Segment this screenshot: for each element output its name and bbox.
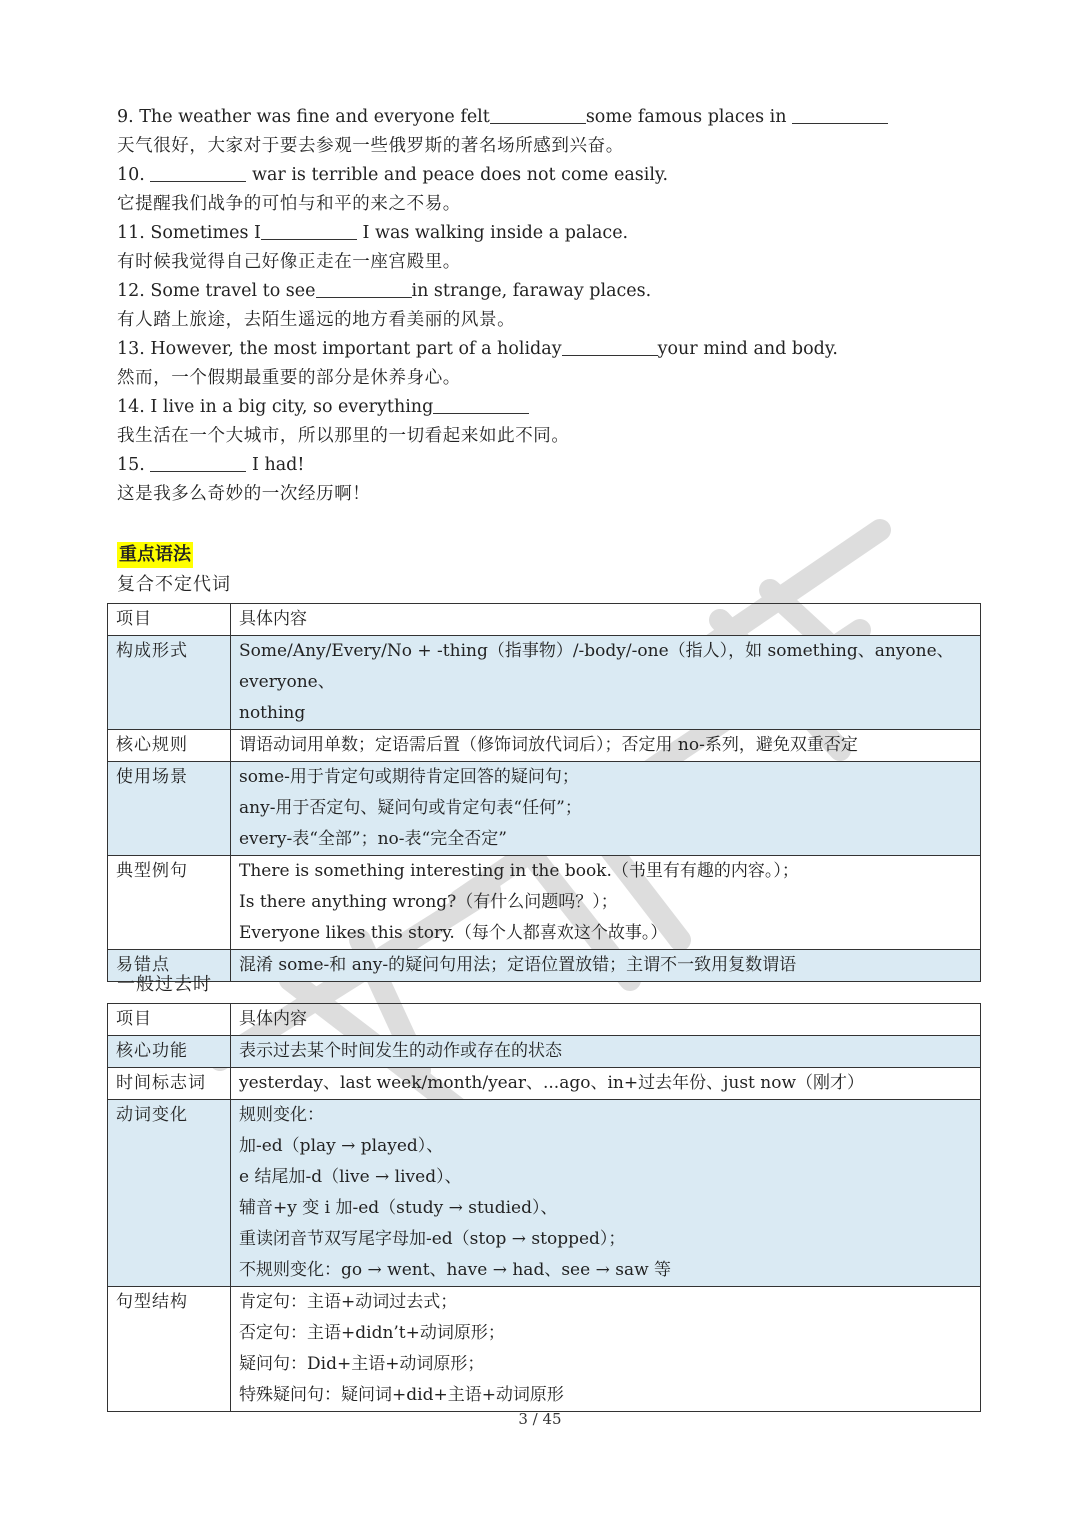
indefinite-pronoun-table [107, 603, 981, 982]
exercise-item: 13. However, the most important part of a holiday your mind and body. 然而，一个假期最重要的部分是休养身心。 [117, 339, 838, 388]
table-row: 典型例句 There is something interesting in the book.（书里有有趣的内容。）； Is there anything wrong?（有什么问题吗？）； Everyone likes this story.（每个人都喜欢这个故事。） [108, 856, 981, 950]
table-header-row: 项目 具体内容 [108, 604, 981, 636]
table-row: 动词变化 规则变化： 加-ed（play → played）、 e 结尾加-d（live → lived）、 辅音+y 变 i 加-ed（study → studied）、 重读闭音节双写尾字母加-ed（stop → stopped）； 不规则变化：go → went、have → had、see → saw 等 [108, 1100, 981, 1287]
exercise-item: 15. I had! 这是我多么奇妙的一次经历啊！ [117, 455, 371, 504]
table-row: 构成形式 Some/Any/Every/No + -thing（指事物）/-body/-one（指人），如 something、anyone、everyone、 nothing [108, 636, 981, 730]
exercise-item: 14. I live in a big city, so everything 我生活在一个大城市，所以那里的一切看起来如此不同。 [117, 397, 570, 446]
page-number: 3 / 45 [518, 1410, 562, 1428]
section-title: 重点语法 [117, 542, 193, 568]
table2-title: 一般过去时 [117, 974, 212, 995]
answer-blank[interactable] [433, 395, 529, 414]
answer-blank[interactable] [490, 105, 586, 124]
table1-title: 复合不定代词 [117, 574, 231, 595]
answer-blank[interactable] [150, 163, 246, 182]
answer-blank[interactable] [792, 105, 888, 124]
table-header-row: 项目 具体内容 [108, 1004, 981, 1036]
table-row: 句型结构 肯定句：主语+动词过去式； 否定句：主语+didn’t+动词原形； 疑问句：Did+主语+动词原形； 特殊疑问句：疑问词+did+主语+动词原形 [108, 1287, 981, 1412]
answer-blank[interactable] [261, 221, 357, 240]
exercise-list [117, 103, 977, 509]
answer-blank[interactable] [316, 279, 412, 298]
table-row: 时间标志词 yesterday、last week/month/year、...ago、in+过去年份、just now（刚才） [108, 1068, 981, 1100]
answer-blank[interactable] [150, 453, 246, 472]
exercise-item: 12. Some travel to see in strange, faraway places. 有人踏上旅途，去陌生遥远的地方看美丽的风景。 [117, 281, 652, 330]
table-row: 核心规则 谓语动词用单数；定语需后置（修饰词放代词后）；否定用 no-系列，避免双重否定 [108, 730, 981, 762]
table-row: 易错点 混淆 some-和 any-的疑问句用法；定语位置放错；主谓不一致用复数谓语 [108, 950, 981, 982]
exercise-item: 10. war is terrible and peace does not come easily. 它提醒我们战争的可怕与和平的来之不易。 [117, 165, 669, 214]
past-tense-table [107, 1003, 981, 1412]
answer-blank[interactable] [562, 337, 658, 356]
exercise-item: 11. Sometimes I I was walking inside a palace. 有时候我觉得自己好像正走在一座宫殿里。 [117, 223, 629, 272]
exercise-item: 9. The weather was fine and everyone felt some famous places in 天气很好，大家对于要去参观一些俄罗斯的著名场所感到兴奋。 [117, 103, 977, 161]
table-row: 使用场景 some-用于肯定句或期待肯定回答的疑问句； any-用于否定句、疑问句或肯定句表“任何”； every-表“全部”；no-表“完全否定” [108, 762, 981, 856]
table-row: 核心功能 表示过去某个时间发生的动作或存在的状态 [108, 1036, 981, 1068]
